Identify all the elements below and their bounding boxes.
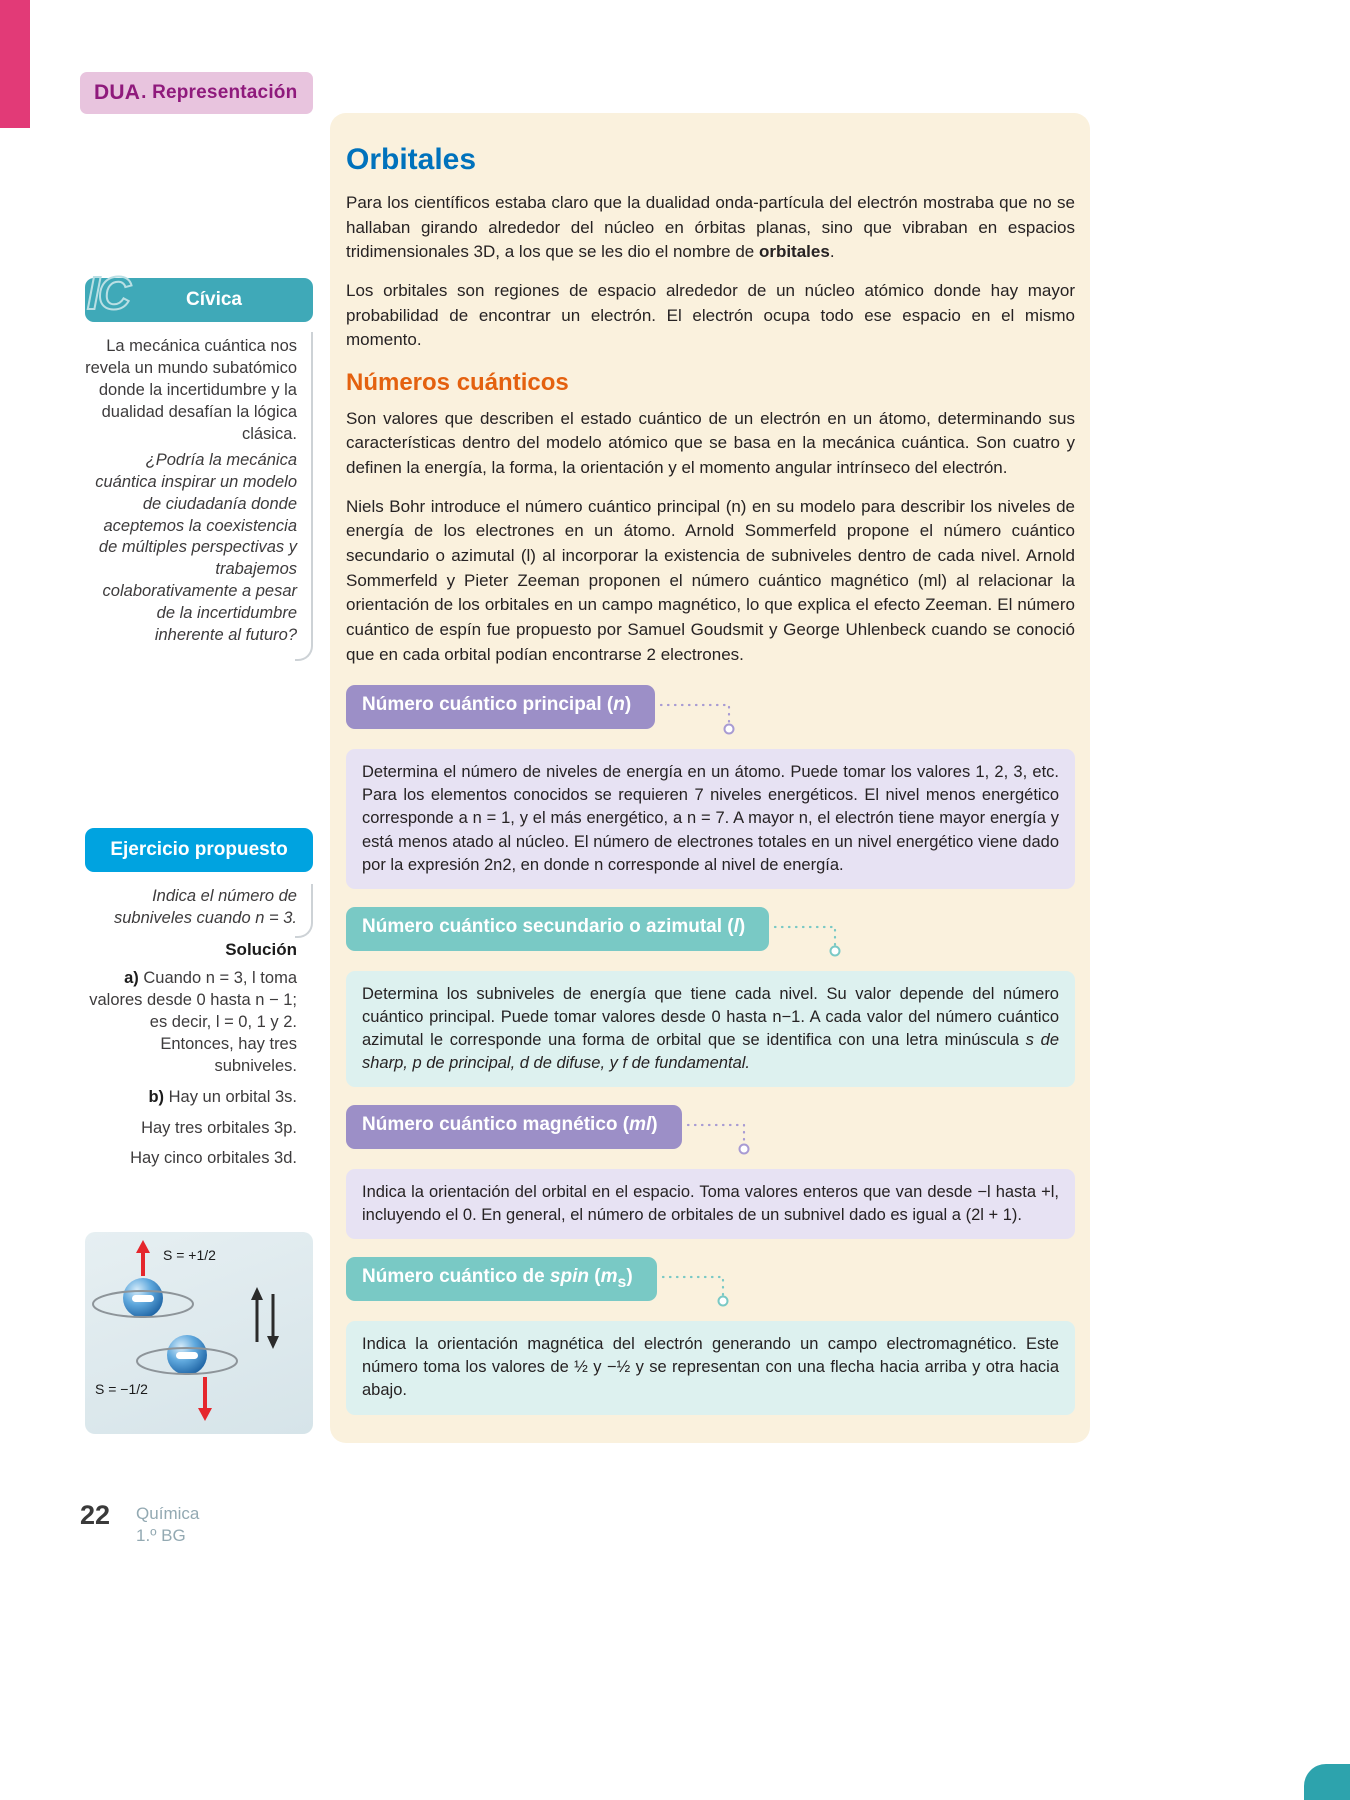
civica-bracket-line bbox=[295, 332, 313, 661]
exercise-title: Ejercicio propuesto bbox=[110, 839, 288, 860]
item-a-label: a) bbox=[124, 968, 139, 987]
dua-badge bbox=[80, 72, 313, 114]
card-principal-body: Determina el número de niveles de energía en un átomo. Puede tomar los valores 1, 2, 3, etc. Para los elementos conocidos se requieren 7 niveles energéticos. El nivel menos energético corresponde a n = 1, y el más energético, a n = 7. A mayor n, el electrón tiene mayor energía y está menos atado al núcleo. El número de electrones totales en un nivel energético viene dado por la expresión 2n2, en donde n corresponde al nivel de energía. bbox=[346, 749, 1075, 888]
spin-up-arrowhead bbox=[136, 1240, 150, 1253]
card-spin bbox=[346, 1257, 1075, 1414]
civica-title: Cívica bbox=[186, 289, 242, 310]
quantum-paragraph-1: Son valores que describen el estado cuántico de un electrón en un átomo, determinando sus características dentro del modelo atómico que se basa en la mecánica cuántica. Son cuatro y definen la energía, la forma, la orientación y el momento angular intrínseco del electrón. bbox=[346, 408, 1075, 478]
quantum-heading: Números cuánticos bbox=[346, 368, 569, 396]
dotted-connector bbox=[661, 1263, 771, 1311]
page-title: Orbitales bbox=[346, 143, 477, 176]
item-b-label: b) bbox=[148, 1087, 165, 1106]
civica-text: La mecánica cuántica nos revela un mundo subatómico donde la incertidumbre y la dualidad desafían la lógica clásica. bbox=[85, 337, 297, 443]
exercise-bracket-line bbox=[295, 884, 313, 938]
card-azimutal-title: Número cuántico secundario o azimutal (l) bbox=[346, 907, 769, 951]
page-footer bbox=[80, 1500, 199, 1547]
solution-item-b bbox=[85, 1087, 313, 1109]
card-magnetico-body: Indica la orientación del orbital en el espacio. Toma valores enteros que van desde −l hasta +l, incluyendo el 0. En general, el número de orbitales de un subnivel dado es igual a (2l + 1). bbox=[346, 1169, 1075, 1239]
solution-item-a bbox=[85, 968, 313, 1078]
intro-p1-end: . bbox=[829, 242, 835, 262]
left-accent-bar bbox=[0, 0, 30, 128]
civica-body bbox=[85, 336, 313, 647]
arrow-down-black-head bbox=[267, 1336, 279, 1349]
dotted-connector bbox=[773, 913, 883, 961]
exercise-prompt-text: Indica el número de subniveles cuando n = 3. bbox=[113, 887, 297, 927]
dotted-connector bbox=[659, 691, 769, 739]
exercise-header bbox=[85, 828, 313, 872]
dua-badge-bold: DUA bbox=[94, 81, 141, 104]
spin-diagram-svg bbox=[85, 1232, 313, 1434]
card-spin-title: Número cuántico de spin $(m_s)$ bbox=[346, 1257, 657, 1301]
spin-up-label: S = +1/2 bbox=[163, 1247, 216, 1263]
intro-paragraph-2: Los orbitales son regiones de espacio alrededor de un núcleo atómico donde hay mayor probabilidad de encontrar un electrón. El electrón ocupa todo ese espacio en el mismo momento. bbox=[346, 280, 1075, 350]
minus-sign bbox=[132, 1295, 154, 1302]
footer-page-number: 22 bbox=[80, 1500, 111, 1530]
solution-line-3p: Hay tres orbitales 3p. bbox=[141, 1118, 297, 1137]
dotted-connector bbox=[686, 1111, 796, 1159]
dua-badge-text: . Representación bbox=[141, 82, 298, 103]
civica-header bbox=[85, 267, 313, 322]
item-a-text: Cuando n = 3, l toma valores desde 0 hasta n − 1; es decir, l = 0, 1 y 2. Entonces, hay tres subniveles. bbox=[89, 968, 297, 1075]
solution-line-3d: Hay cinco orbitales 3d. bbox=[130, 1149, 297, 1168]
solution-label: Solución bbox=[225, 939, 297, 959]
card-magnetico bbox=[346, 1105, 1075, 1239]
spin-down-arrowhead bbox=[198, 1408, 212, 1421]
card-azimutal bbox=[346, 907, 1075, 1087]
footer-imprint bbox=[136, 1500, 199, 1547]
card-principal-header bbox=[346, 685, 1075, 739]
footer-subject: Química bbox=[136, 1504, 200, 1523]
intro-p1-text: Para los científicos estaba claro que la dualidad onda-partícula del electrón mostraba que no se hallaban girando alrededor del núcleo en órbitas planas, sino que vibraban en espacios tridimensionales 3D, a los que se les dio el nombre de bbox=[346, 193, 1075, 262]
corner-tab bbox=[1304, 1764, 1350, 1800]
ic-logo-icon: IC bbox=[87, 267, 129, 319]
spin-down-label: S = −1/2 bbox=[95, 1381, 148, 1397]
item-b-text: Hay un orbital 3s. bbox=[164, 1087, 297, 1106]
card-magnetico-header bbox=[346, 1105, 1075, 1159]
civica-question: ¿Podría la mecánica cuántica inspirar un modelo de ciudadanía donde aceptemos la coexistencia de múltiples perspectivas y trabajemos colaborativamente a pesar de la incertidumbre inherente al futuro? bbox=[95, 450, 297, 645]
card-magnetico-title: Número cuántico magnético (ml) bbox=[346, 1105, 682, 1149]
card-principal-title: Número cuántico principal (n) bbox=[346, 685, 655, 729]
footer-level: 1.º BG bbox=[136, 1526, 186, 1546]
card-spin-header bbox=[346, 1257, 1075, 1311]
exercise-prompt bbox=[85, 886, 313, 930]
card-principal bbox=[346, 685, 1075, 888]
quantum-paragraph-2: Niels Bohr introduce el número cuántico principal (n) en su modelo para describir los niveles de energía de los electrones en un átomo. Arnold Sommerfeld propone el número cuántico secundario o azimutal (l) al incorporar la existencia de subniveles dentro de cada nivel. Arnold Sommerfeld y Pieter Zeeman proponen el número cuántico magnético (ml) al relacionar la orientación de los orbitales en un campo magnético, lo que explica el efecto Zeeman. El número cuántico de espín fue propuesto por Samuel Goudsmit y George Uhlenbeck cuando se conoció que en cada orbital podían encontrarse 2 electrones. bbox=[346, 496, 1075, 664]
intro-paragraph-1 bbox=[346, 191, 1075, 265]
intro-p1-bold: orbitales bbox=[758, 242, 830, 262]
card-azimutal-header bbox=[346, 907, 1075, 961]
civica-card bbox=[85, 267, 313, 651]
exercise-card bbox=[85, 828, 313, 1179]
main-content-panel bbox=[330, 113, 1090, 1443]
arrow-up-black-head bbox=[251, 1287, 263, 1300]
card-spin-body: Indica la orientación magnética del electrón generando un campo electromagnético. Este número toma los valores de ½ y −½ y se representan con una flecha hacia arriba y otra hacia abajo. bbox=[346, 1321, 1075, 1414]
minus-sign bbox=[176, 1352, 198, 1359]
spin-diagram bbox=[85, 1232, 313, 1434]
card-azimutal-body: Determina los subniveles de energía que tiene cada nivel. Su valor depende del número cuántico principal. Puede tomar valores desde 0 hasta n−1. A cada valor del número cuántico azimutal le corresponde una forma de orbital que se identifica con una letra minúscula s de sharp, p de principal, d de difuse, y f de fundamental. bbox=[346, 971, 1075, 1087]
